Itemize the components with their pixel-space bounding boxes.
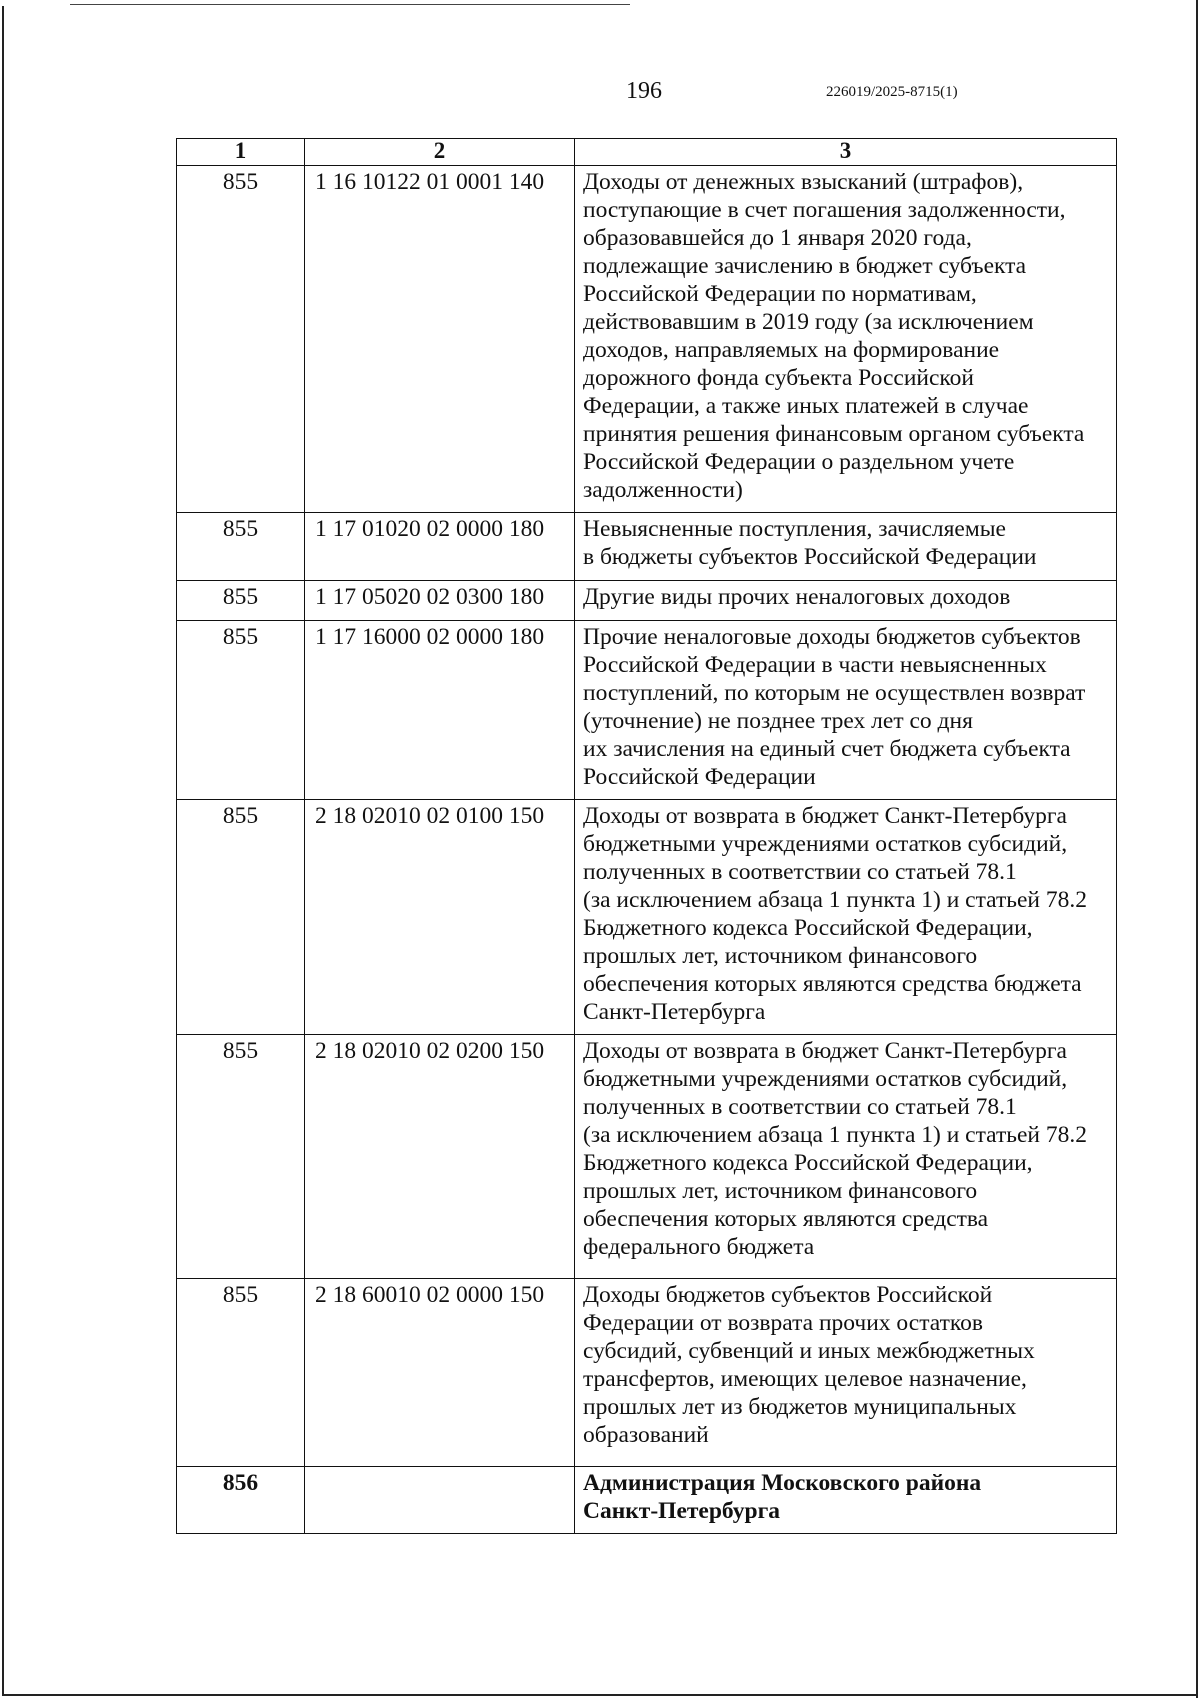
budget-classification-code-cell: 1 16 10122 01 0001 140 bbox=[305, 166, 575, 513]
admin-code-cell: 855 bbox=[177, 166, 305, 513]
table-row bbox=[177, 581, 1117, 621]
description-line: образований bbox=[583, 1422, 709, 1448]
income-description-cell bbox=[575, 166, 1117, 513]
budget-codes-table bbox=[176, 138, 1117, 1534]
description-line: действовавшим в 2019 году (за исключением bbox=[583, 309, 1034, 335]
description-line: Федерации, а также иных платежей в случае bbox=[583, 393, 1029, 419]
income-description-cell bbox=[575, 581, 1117, 621]
description-line: обеспечения которых являются средства бюджета bbox=[583, 971, 1082, 997]
description-line: (за исключением абзаца 1 пункта 1) и статьей 78.2 bbox=[583, 1122, 1087, 1148]
description-line: Бюджетного кодекса Российской Федерации, bbox=[583, 1150, 1033, 1176]
description-line: Санкт-Петербурга bbox=[583, 999, 766, 1025]
description-line: поступающие в счет погашения задолженности, bbox=[583, 197, 1066, 223]
description-line: Другие виды прочих неналоговых доходов bbox=[583, 584, 1011, 610]
table-row bbox=[177, 1279, 1117, 1467]
description-line: Санкт-Петербурга bbox=[583, 1498, 781, 1524]
description-line: Невыясненные поступления, зачисляемые bbox=[583, 516, 1006, 542]
income-description-cell bbox=[575, 800, 1117, 1035]
admin-code-cell: 855 bbox=[177, 1279, 305, 1467]
table-header-row bbox=[177, 139, 1117, 166]
scan-border-bottom bbox=[2, 1694, 1198, 1696]
description-line: Доходы от денежных взысканий (штрафов), bbox=[583, 169, 1024, 195]
description-line: подлежащие зачислению в бюджет субъекта bbox=[583, 253, 1027, 279]
page-number: 196 bbox=[626, 78, 662, 104]
column-header-3: 3 bbox=[575, 139, 1117, 166]
description-line: доходов, направляемых на формирование bbox=[583, 337, 1000, 363]
budget-classification-code-cell: 2 18 02010 02 0100 150 bbox=[305, 800, 575, 1035]
description-line: Прочие неналоговые доходы бюджетов субъектов bbox=[583, 624, 1081, 650]
admin-code-cell: 855 bbox=[177, 800, 305, 1035]
description-line: бюджетными учреждениями остатков субсидий, bbox=[583, 831, 1068, 857]
table-row bbox=[177, 1467, 1117, 1534]
description-line: поступлений, по которым не осуществлен возврат bbox=[583, 680, 1086, 706]
description-line: (за исключением абзаца 1 пункта 1) и статьей 78.2 bbox=[583, 887, 1087, 913]
description-line: бюджетными учреждениями остатков субсидий, bbox=[583, 1066, 1068, 1092]
description-line: Российской Федерации о раздельном учете bbox=[583, 449, 1015, 475]
description-line: прошлых лет, источником финансового bbox=[583, 943, 978, 969]
document-id: 226019/2025-8715(1) bbox=[826, 84, 958, 100]
table-row bbox=[177, 513, 1117, 581]
description-line: Федерации от возврата прочих остатков bbox=[583, 1310, 983, 1336]
income-description-cell bbox=[575, 1279, 1117, 1467]
description-line: Российской Федерации bbox=[583, 764, 816, 790]
budget-classification-code-cell: 1 17 05020 02 0300 180 bbox=[305, 581, 575, 621]
description-line: образовавшейся до 1 января 2020 года, bbox=[583, 225, 972, 251]
scan-border-right bbox=[1196, 0, 1198, 1698]
admin-code-cell: 855 bbox=[177, 513, 305, 581]
description-line: Бюджетного кодекса Российской Федерации, bbox=[583, 915, 1033, 941]
description-line: (уточнение) не позднее трех лет со дня bbox=[583, 708, 973, 734]
income-description-cell bbox=[575, 621, 1117, 800]
description-line: Доходы от возврата в бюджет Санкт-Петербурга bbox=[583, 1038, 1067, 1064]
income-description-cell bbox=[575, 1035, 1117, 1279]
table-row bbox=[177, 800, 1117, 1035]
scan-border-left bbox=[2, 6, 4, 1696]
table-row bbox=[177, 1035, 1117, 1279]
description-line: прошлых лет из бюджетов муниципальных bbox=[583, 1394, 1017, 1420]
description-line: задолженности) bbox=[583, 477, 743, 503]
description-line: обеспечения которых являются средства bbox=[583, 1206, 989, 1232]
admin-code-cell: 855 bbox=[177, 1035, 305, 1279]
budget-classification-code-cell bbox=[305, 1467, 575, 1534]
table-row bbox=[177, 166, 1117, 513]
description-line: трансфертов, имеющих целевое назначение, bbox=[583, 1366, 1027, 1392]
description-line: Администрация Московского района bbox=[583, 1470, 982, 1496]
income-description-cell bbox=[575, 513, 1117, 581]
column-header-1: 1 bbox=[177, 139, 305, 166]
description-line: Российской Федерации в части невыясненных bbox=[583, 652, 1047, 678]
description-line: Российской Федерации по нормативам, bbox=[583, 281, 977, 307]
table-body bbox=[177, 166, 1117, 1534]
description-line: полученных в соответствии со статьей 78.1 bbox=[583, 859, 1017, 885]
description-line: Доходы от возврата в бюджет Санкт-Петербурга bbox=[583, 803, 1067, 829]
admin-code-cell: 856 bbox=[177, 1467, 305, 1534]
table-row bbox=[177, 621, 1117, 800]
column-header-2: 2 bbox=[305, 139, 575, 166]
admin-code-cell: 855 bbox=[177, 581, 305, 621]
description-line: федерального бюджета bbox=[583, 1234, 815, 1260]
budget-classification-code-cell: 2 18 02010 02 0200 150 bbox=[305, 1035, 575, 1279]
description-line: полученных в соответствии со статьей 78.1 bbox=[583, 1094, 1017, 1120]
admin-code-cell: 855 bbox=[177, 621, 305, 800]
description-line: прошлых лет, источником финансового bbox=[583, 1178, 978, 1204]
description-line: субсидий, субвенций и иных межбюджетных bbox=[583, 1338, 1035, 1364]
budget-classification-code-cell: 1 17 01020 02 0000 180 bbox=[305, 513, 575, 581]
description-line: дорожного фонда субъекта Российской bbox=[583, 365, 974, 391]
description-line: Доходы бюджетов субъектов Российской bbox=[583, 1282, 993, 1308]
scan-border-top bbox=[70, 4, 630, 5]
budget-classification-code-cell: 2 18 60010 02 0000 150 bbox=[305, 1279, 575, 1467]
income-description-cell bbox=[575, 1467, 1117, 1534]
budget-classification-code-cell: 1 17 16000 02 0000 180 bbox=[305, 621, 575, 800]
description-line: в бюджеты субъектов Российской Федерации bbox=[583, 544, 1037, 570]
description-line: принятия решения финансовым органом субъекта bbox=[583, 421, 1085, 447]
description-line: их зачисления на единый счет бюджета субъекта bbox=[583, 736, 1071, 762]
